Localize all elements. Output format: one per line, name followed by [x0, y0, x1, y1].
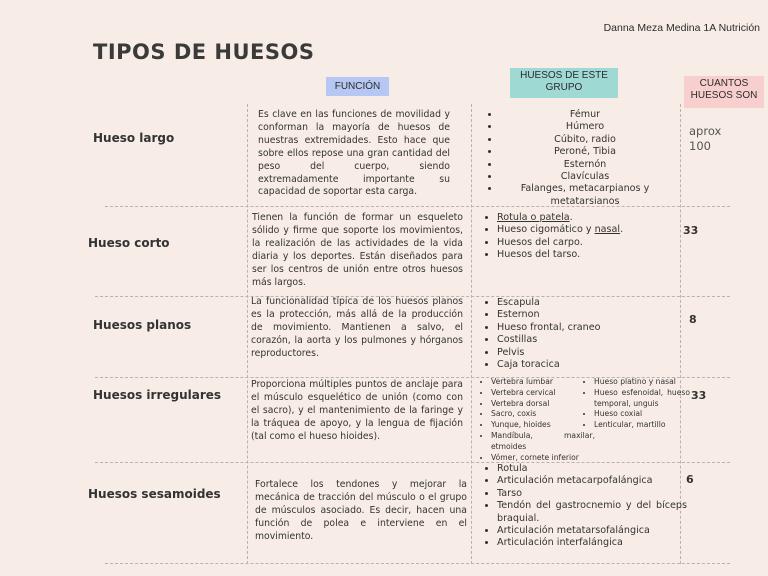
row-name-huesos-planos: Huesos planos [93, 318, 192, 332]
list-item: • Tarso [497, 488, 687, 500]
row-name-hueso-largo: Hueso largo [93, 131, 175, 145]
list-item: • Clavículas [500, 171, 670, 183]
row-funcion-hueso-largo: Es clave en las funciones de movilidad y conforman la mayoría de huesos de nuestras extremidades. Esto hace que sobre ellos repose una gran cantidad del peso del cuerpo, siendo extremadamente importante su capacidad de soportar esta carga. [258, 109, 450, 198]
list-item: • Costillas [497, 334, 677, 346]
list-item: • Vertebra lumbar [491, 377, 595, 388]
list-item: • Yunque, hioides [491, 420, 595, 431]
list-item: • Tendón del gastrocnemio y del bíceps braquial. [497, 500, 687, 525]
divider-row5 [105, 563, 730, 564]
row-name-huesos-sesamoides: Huesos sesamoides [88, 487, 221, 501]
list-item: • Articulación metacarpofalángica [497, 475, 687, 487]
list-item: • Huesos del tarso. [497, 249, 677, 261]
list-item: • Lenticular, martillo [594, 420, 690, 431]
divider-col1 [247, 104, 248, 564]
row-huesos-huesos-planos [479, 297, 677, 371]
row-huesos-irregulares-col2 [582, 377, 690, 431]
list-item: • Hueso coxial [594, 409, 690, 420]
list-item: • Esternon [497, 309, 677, 321]
header-huesos-grupo: HUESOS DE ESTE GRUPO [510, 68, 618, 98]
list-item: • Hueso frontal, craneo [497, 322, 677, 334]
header-funcion: FUNCIÓN [326, 77, 389, 96]
row-funcion-hueso-corto: Tienen la función de formar un esqueleto sólido y firme que soporte los movimientos, la realización de las actividades de la vida diaria y los deportes. Están diseñados para ser los centros de unión entre otros huesos más largos. [252, 212, 463, 288]
list-item: • Articulación metatarsofalángica [497, 525, 687, 537]
list-item: • Pelvis [497, 347, 677, 359]
list-item: • Rotula [497, 463, 687, 475]
list-item: • Caja toracica [497, 359, 677, 371]
list-item: • Esternón [500, 159, 670, 171]
list-item: • Escapula [497, 297, 677, 309]
header-cuantos: CUANTOS HUESOS SON [684, 76, 764, 108]
list-item: • Huesos del carpo. [497, 237, 677, 249]
list-item: • Fémur [500, 109, 670, 121]
row-cuantos-hueso-largo: aprox 100 [689, 124, 722, 153]
list-item: • Rotula o patela. [497, 212, 677, 224]
row-huesos-hueso-corto [479, 212, 677, 262]
row-huesos-huesos-sesamoides [479, 463, 687, 550]
row-cuantos-huesos-irregulares: 33 [691, 389, 707, 402]
list-item: • Vertebra dorsal [491, 399, 595, 410]
list-item: • Peroné, Tibia [500, 146, 670, 158]
list-item: • Hueso platino y nasal [594, 377, 690, 388]
row-name-hueso-corto: Hueso corto [88, 236, 170, 250]
list-item: • Hueso cigomático y nasal. [497, 224, 677, 236]
list-item: • Mandíbula, maxilar, etmoides [491, 431, 595, 453]
list-item: • Articulación interfalángica [497, 537, 687, 549]
list-item: • Cúbito, radio [500, 134, 670, 146]
row-name-huesos-irregulares: Huesos irregulares [93, 388, 222, 402]
row-cuantos-hueso-corto: 33 [683, 224, 699, 237]
list-item: • Húmero [500, 121, 670, 133]
row-funcion-huesos-sesamoides: Fortalece los tendones y mejorar la mecánica de tracción del músculo o el grupo de músculos asociado. Es decir, hacen una función de polea e interviene en el movimiento. [255, 479, 467, 542]
row-huesos-irregulares-col1 [479, 377, 595, 463]
row-huesos-hueso-largo [482, 109, 670, 208]
page-title: TIPOS DE HUESOS [93, 40, 315, 64]
list-item: • Vertebra cervical [491, 388, 595, 399]
list-item: • Sacro, coxis [491, 409, 595, 420]
row-funcion-huesos-planos: La funcionalidad típica de los huesos planos es la protección, más allá de la producción de movimiento. Mantienen a salvo, el corazón, la aorta y los pulmones y hórganos reproductores. [251, 296, 463, 359]
divider-col2 [471, 104, 472, 564]
row-cuantos-huesos-planos: 8 [689, 313, 697, 326]
row-funcion-huesos-irregulares: Proporciona múltiples puntos de anclaje para el músculo esquelético de unión (como con el sacro), y el mantenimiento de la faringe y la tráquea de apoyo, y la lengua de fijación (tal como el hueso hioides). [251, 379, 463, 442]
list-item: • Hueso esfenoidal, hueso temporal, unguis [594, 388, 690, 410]
list-item: • Vómer, cornete inferior [491, 453, 595, 464]
row-cuantos-huesos-sesamoides: 6 [686, 473, 694, 486]
author-name: Danna Meza Medina 1A Nutrición [603, 22, 760, 34]
list-item: • Falanges, metacarpianos y metatarsianos [500, 183, 670, 208]
